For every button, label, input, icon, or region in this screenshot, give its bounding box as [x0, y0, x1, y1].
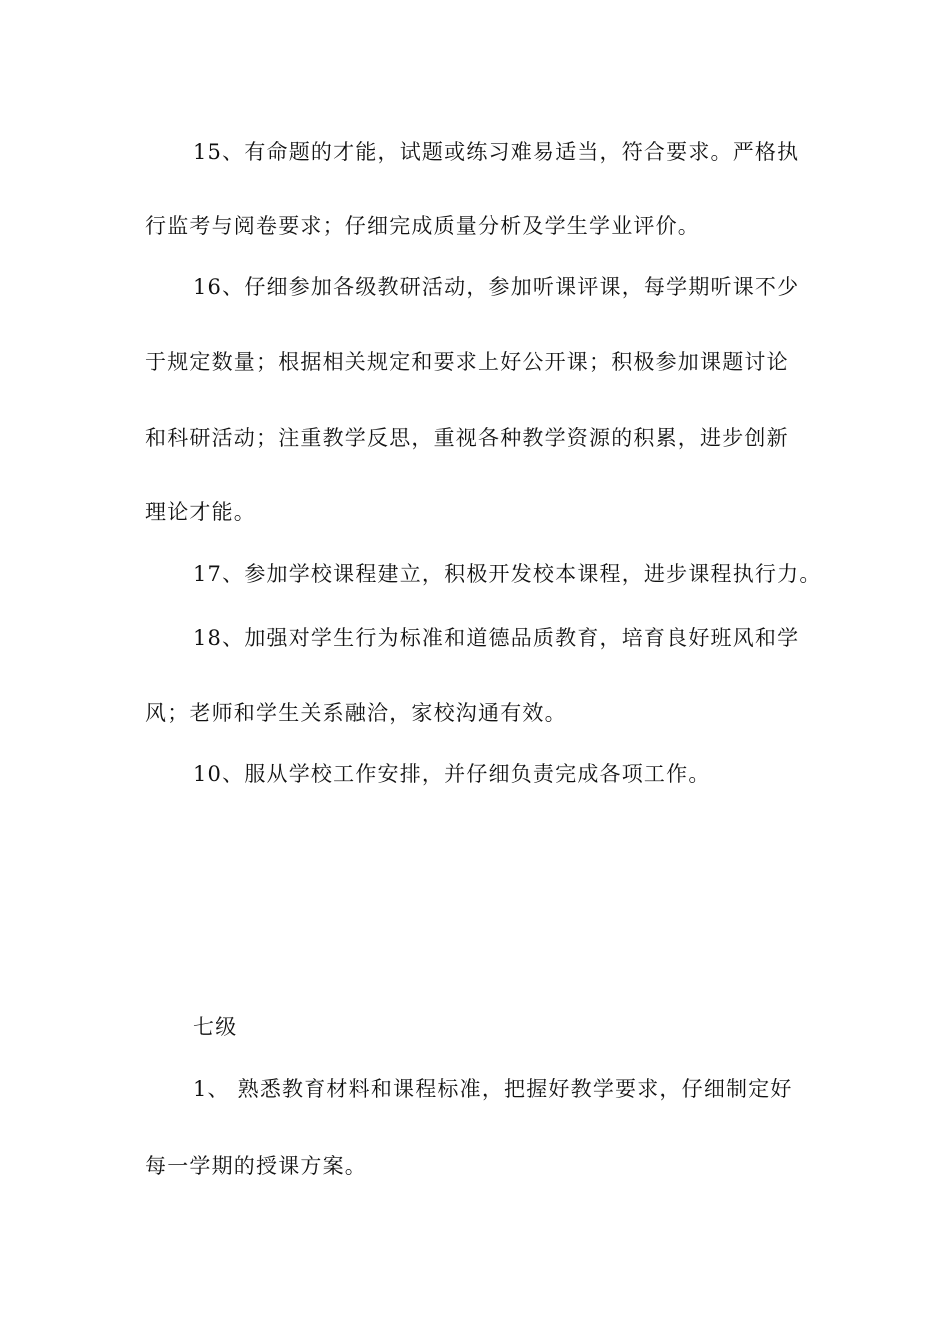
paragraph-1-line-1: 1、 熟悉教育材料和课程标准，把握好教学要求，仔细制定好: [193, 1077, 793, 1101]
paragraph-15-line-1: 15、有命题的才能，试题或练习难易适当，符合要求。严格执: [193, 140, 800, 164]
paragraph-15-line-2: 行监考与阅卷要求；仔细完成质量分析及学生学业评价。: [145, 214, 700, 238]
paragraph-17-line-1: 17、参加学校课程建立，积极开发校本课程，进步课程执行力。: [193, 562, 822, 586]
paragraph-18-line-2: 风；老师和学生关系融洽，家校沟通有效。: [145, 701, 567, 725]
paragraph-16-line-4: 理论才能。: [145, 500, 256, 524]
paragraph-10-line-1: 10、服从学校工作安排，并仔细负责完成各项工作。: [193, 762, 711, 786]
section-heading: 七级: [193, 1015, 238, 1039]
paragraph-16-line-1: 16、仔细参加各级教研活动，参加听课评课，每学期听课不少: [193, 275, 800, 299]
paragraph-16-line-2: 于规定数量；根据相关规定和要求上好公开课；积极参加课题讨论: [145, 350, 789, 374]
paragraph-16-line-3: 和科研活动；注重教学反思，重视各种教学资源的积累，进步创新: [145, 426, 789, 450]
paragraph-1-line-2: 每一学期的授课方案。: [145, 1154, 367, 1178]
paragraph-18-line-1: 18、加强对学生行为标准和道德品质教育，培育良好班风和学: [193, 626, 800, 650]
